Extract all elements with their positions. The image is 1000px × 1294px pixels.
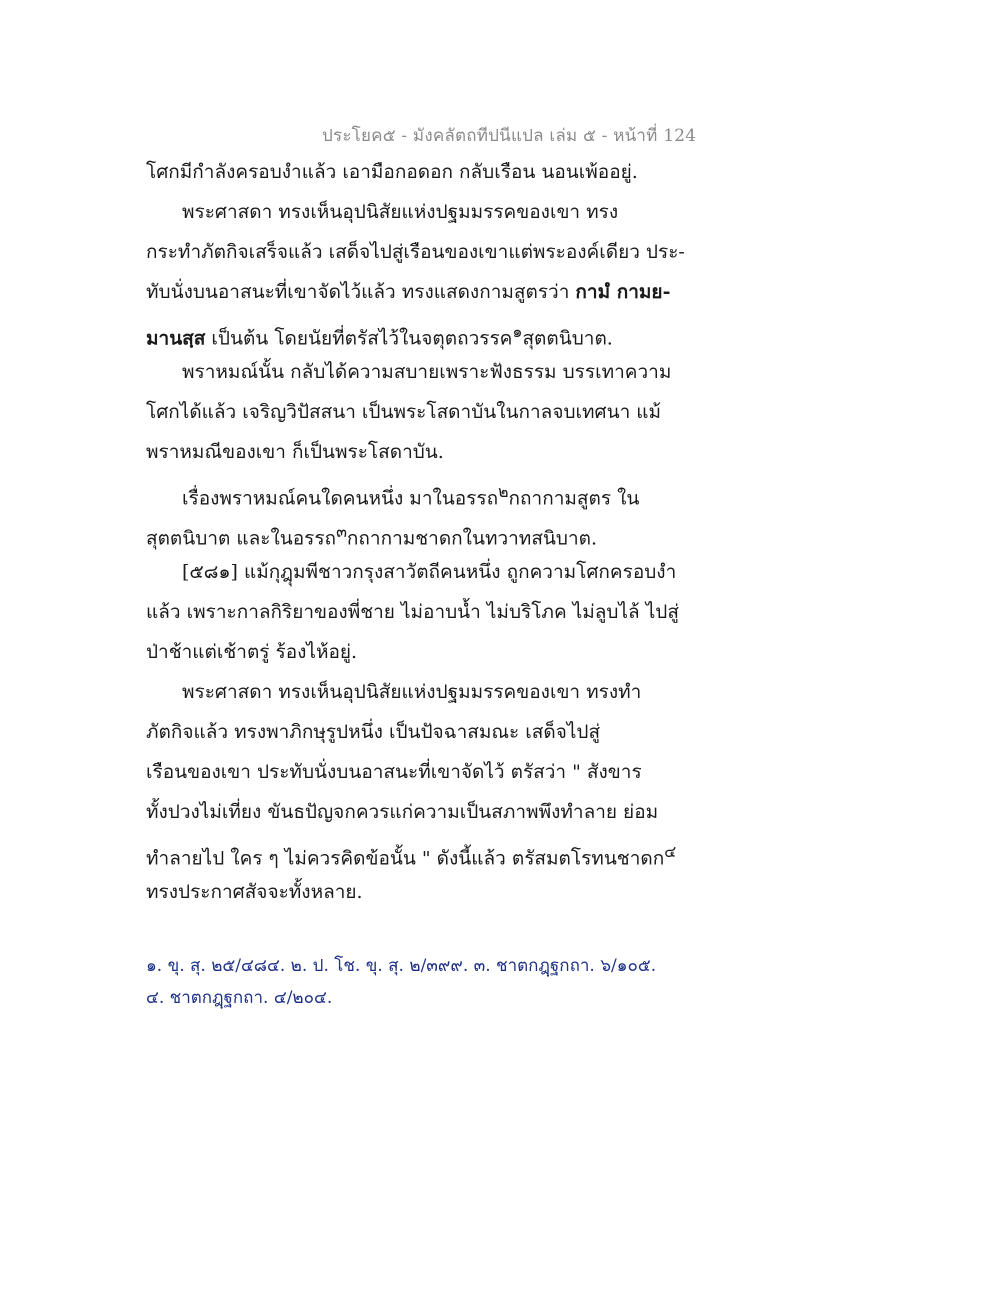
footnote-mark: ๓ [336,522,347,541]
text-line: ทรงประกาศสัจจะทั้งหลาย. [146,881,363,903]
text-line [146,512,686,552]
text-line [146,312,686,352]
text-line: เรือนของเขา ประทับนั่งบนอาสนะที่เขาจัดไว้ ตรัสว่า " สังขาร [146,761,642,783]
footnote-line: ๔. ชาตกฎฺฐกถา. ๔/๒๐๔. [146,988,333,1008]
text-line: กระทำภัตกิจเสร็จแล้ว เสด็จไปสู่เรือนของเขาแต่พระองค์เดียว ประ- [146,241,685,263]
pali-term: กามํ กามย- [575,281,671,303]
paragraph-first-line: พระศาสดา ทรงเห็นอุปนิสัยแห่งปฐมมรรคของเขา ทรง [182,201,619,223]
text-line: โศกได้แล้ว เจริญวิปัสสนา เป็นพระโสดาบันในกาลจบเทศนา แม้ [146,401,662,423]
text-segment: เป็นต้น โดยนัยที่ตรัสไว้ในจตุตถวรรค [205,327,513,350]
text-line [146,832,686,872]
text-line: ทั้งปวงไม่เที่ยง ขันธปัญจกควรแก่ความเป็นสภาพพึงทำลาย ย่อม [146,801,659,823]
text-line: โศกมีกำลังครอบงำแล้ว เอามือกอดอก กลับเรือน นอนเพ้ออยู่. [146,161,638,183]
paragraph-first-line [146,472,686,512]
text-segment: สุตตนิบาต. [522,327,613,350]
text-segment: ทำลายไป ใคร ๆ ไม่ควรคิดข้อนั้น " ดังนี้แล้ว ตรัสมตโรทนชาดก [146,847,665,870]
text-segment: สุตตนิบาต และในอรรถ [146,527,337,550]
text-line: แล้ว เพราะกาลกิริยาของพี่ชาย ไม่อาบน้ำ ไม่บริโภค ไม่ลูบไล้ ไปสู่ [146,601,679,623]
text-line: ป่าช้าแต่เช้าตรู่ ร้องไห้อยู่. [146,641,358,663]
footnote-mark: ๑ [512,322,523,341]
text-segment: เรื่องพราหมณ์คนใดคนหนึ่ง มาในอรรถ [182,487,499,510]
text-line: ภัตกิจแล้ว ทรงพาภิกษุรูปหนึ่ง เป็นปัจฉาสมณะ เสด็จไปสู่ [146,721,601,743]
text-segment: กถากามชาดกในทวาทสนิบาต. [346,527,598,550]
footnotes [146,950,706,1014]
text-segment: กถากามสูตร ใน [508,487,640,510]
running-header: ประโยค๕ - มังคลัตถทีปนีแปล เล่ม ๕ - หน้าที่ 124 [322,126,697,146]
text-line [146,272,686,312]
text-line: พราหมณีของเขา ก็เป็นพระโสดาบัน. [146,441,444,463]
paragraph-first-line: พราหมณ์นั้น กลับได้ความสบายเพราะฟังธรรม บรรเทาความ [182,361,672,383]
pali-term: มานสฺส [146,327,206,350]
body-text [146,152,686,912]
text-segment: ทับนั่งบนอาสนะที่เขาจัดไว้แล้ว ทรงแสดงกามสูตรว่า [146,281,576,303]
footnote-mark: ๔ [664,842,677,861]
paragraph-first-line: [๕๘๑] แม้กุฎุมพีชาวกรุงสาวัตถีคนหนึ่ง ถูกความโศกครอบงำ [182,561,677,583]
paragraph-first-line: พระศาสดา ทรงเห็นอุปนิสัยแห่งปฐมมรรคของเขา ทรงทำ [182,681,642,703]
footnote-line: ๑. ขุ. สุ. ๒๕/๔๘๔. ๒. ป. โช. ขุ. สุ. ๒/๓๙๙. ๓. ชาตกฎฺฐกถา. ๖/๑๐๕. [146,956,657,976]
footnote-mark: ๒ [498,482,509,501]
